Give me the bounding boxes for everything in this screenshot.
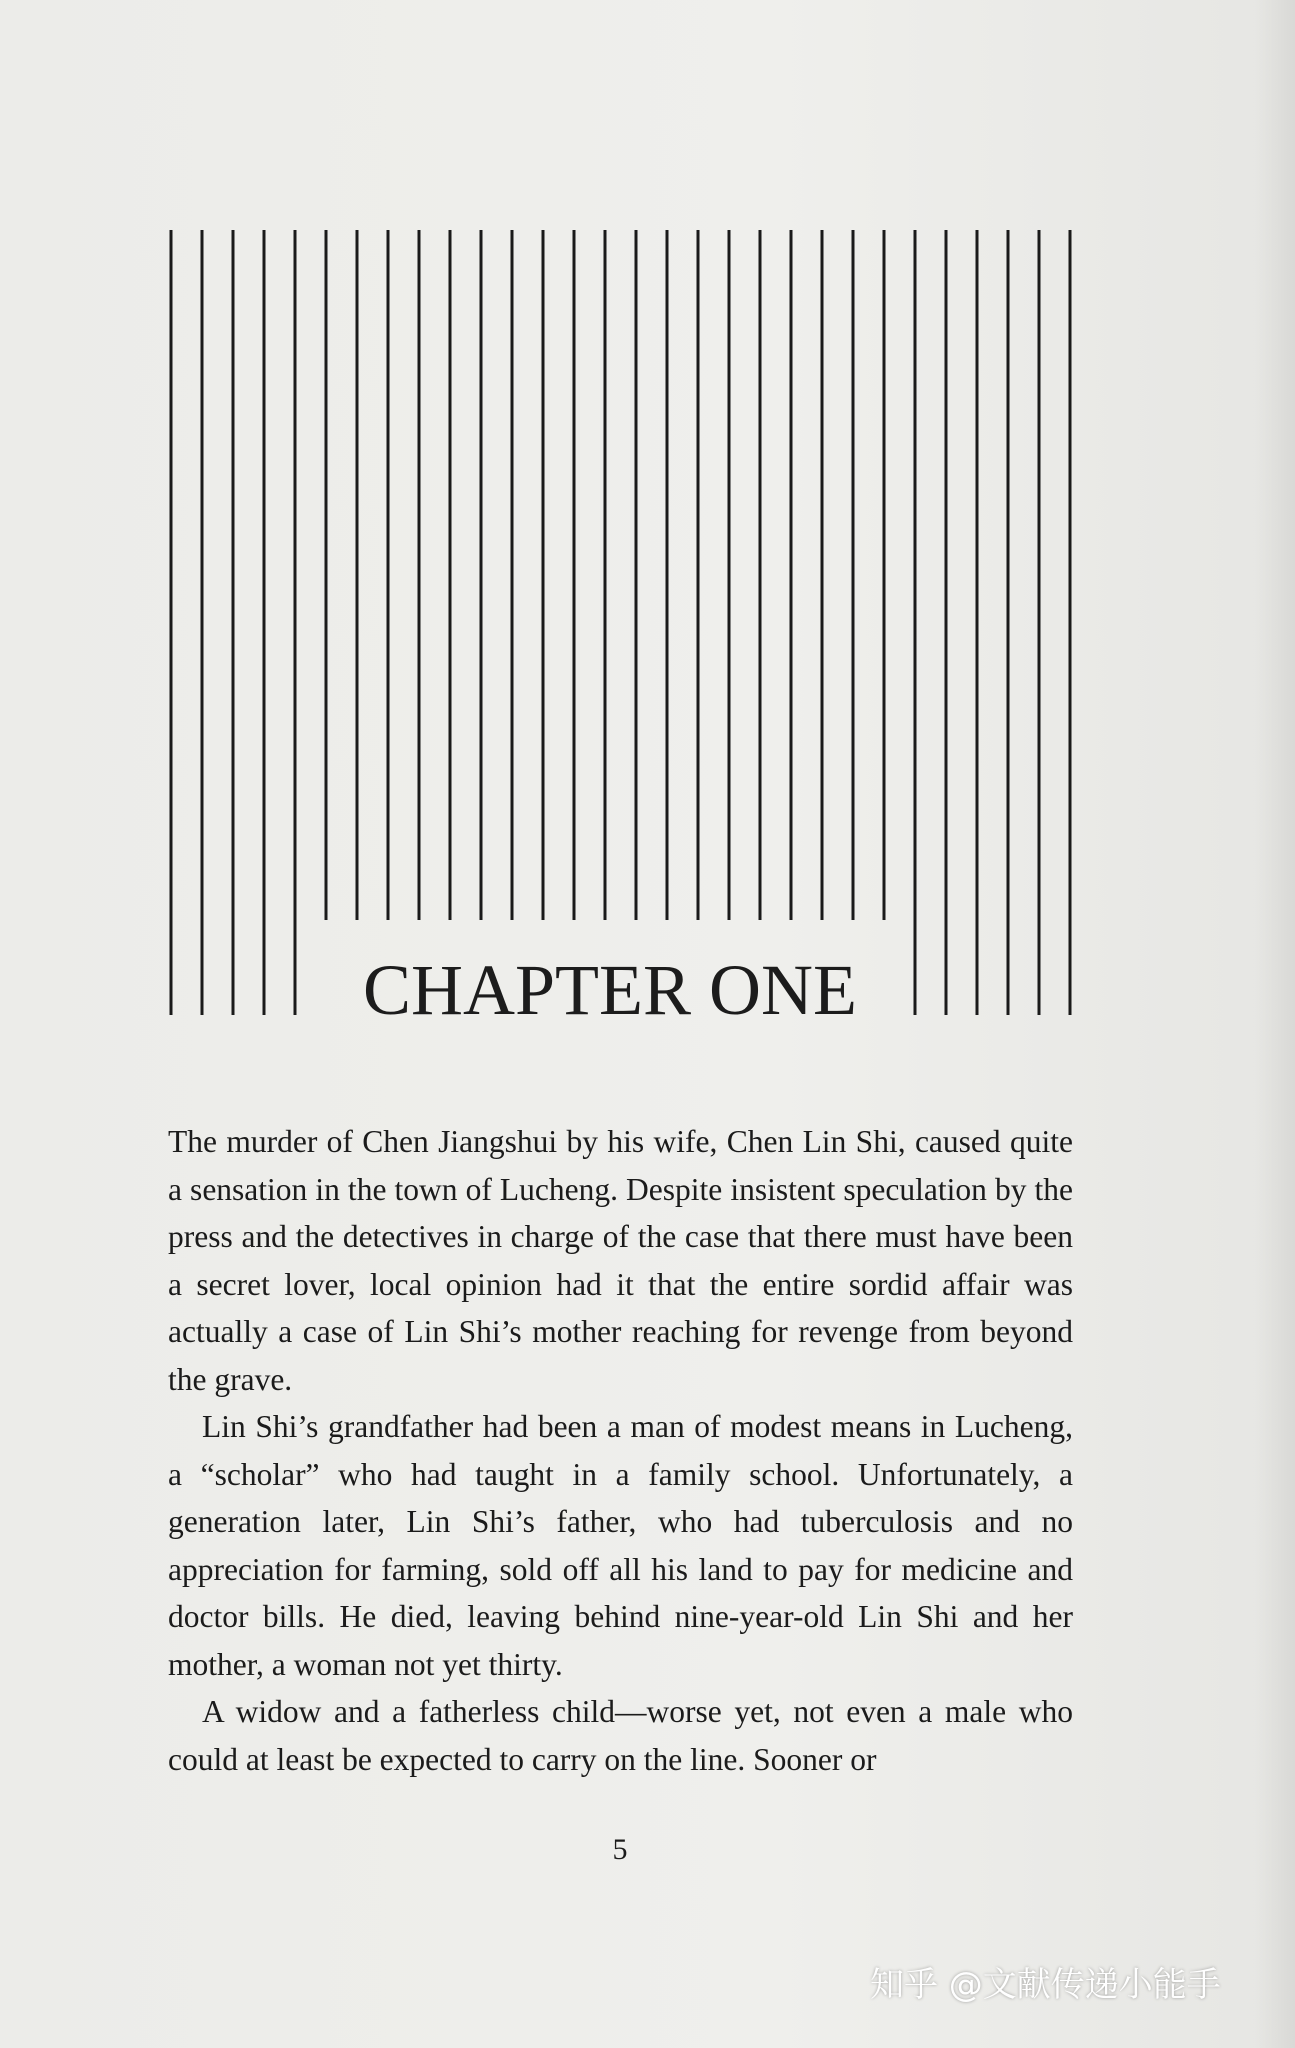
body-text (168, 1118, 1073, 1783)
page-number: 5 (612, 1833, 628, 1866)
page-edge-shadow (1255, 0, 1295, 2048)
chapter-title: CHAPTER ONE (362, 950, 857, 1030)
vertical-lines-graphic (168, 230, 1073, 1015)
paragraph-2: Lin Shi’s grandfather had been a man of modest means in Lucheng, a “scholar” who had taught in a family school. Unfortunately, a generation later, Lin Shi’s father, who had tuberculosis and no appreciation for farming, sold off all his land to pay for medicine and doctor bills. He died, leaving behind nine-year-old Lin Shi and her mother, a woman not yet thirty. (168, 1409, 1073, 1682)
watermark-text: 知乎 @文献传递小能手 (870, 1965, 1221, 2005)
paragraph-3: A widow and a fatherless child—worse yet, not even a male who could at least be expected to carry on the line. Sooner or (168, 1694, 1073, 1777)
paragraph-1: The murder of Chen Jiangshui by his wife, Chen Lin Shi, caused quite a sensation in the town of Lucheng. Despite insistent speculation by the press and the detectives in charge of the case that there must have been a secret lover, local opinion had it that the entire sordid affair was actually a case of Lin Shi’s mother reaching for revenge from beyond the grave. (168, 1124, 1073, 1397)
chapter-line-ornament (168, 230, 1073, 1015)
